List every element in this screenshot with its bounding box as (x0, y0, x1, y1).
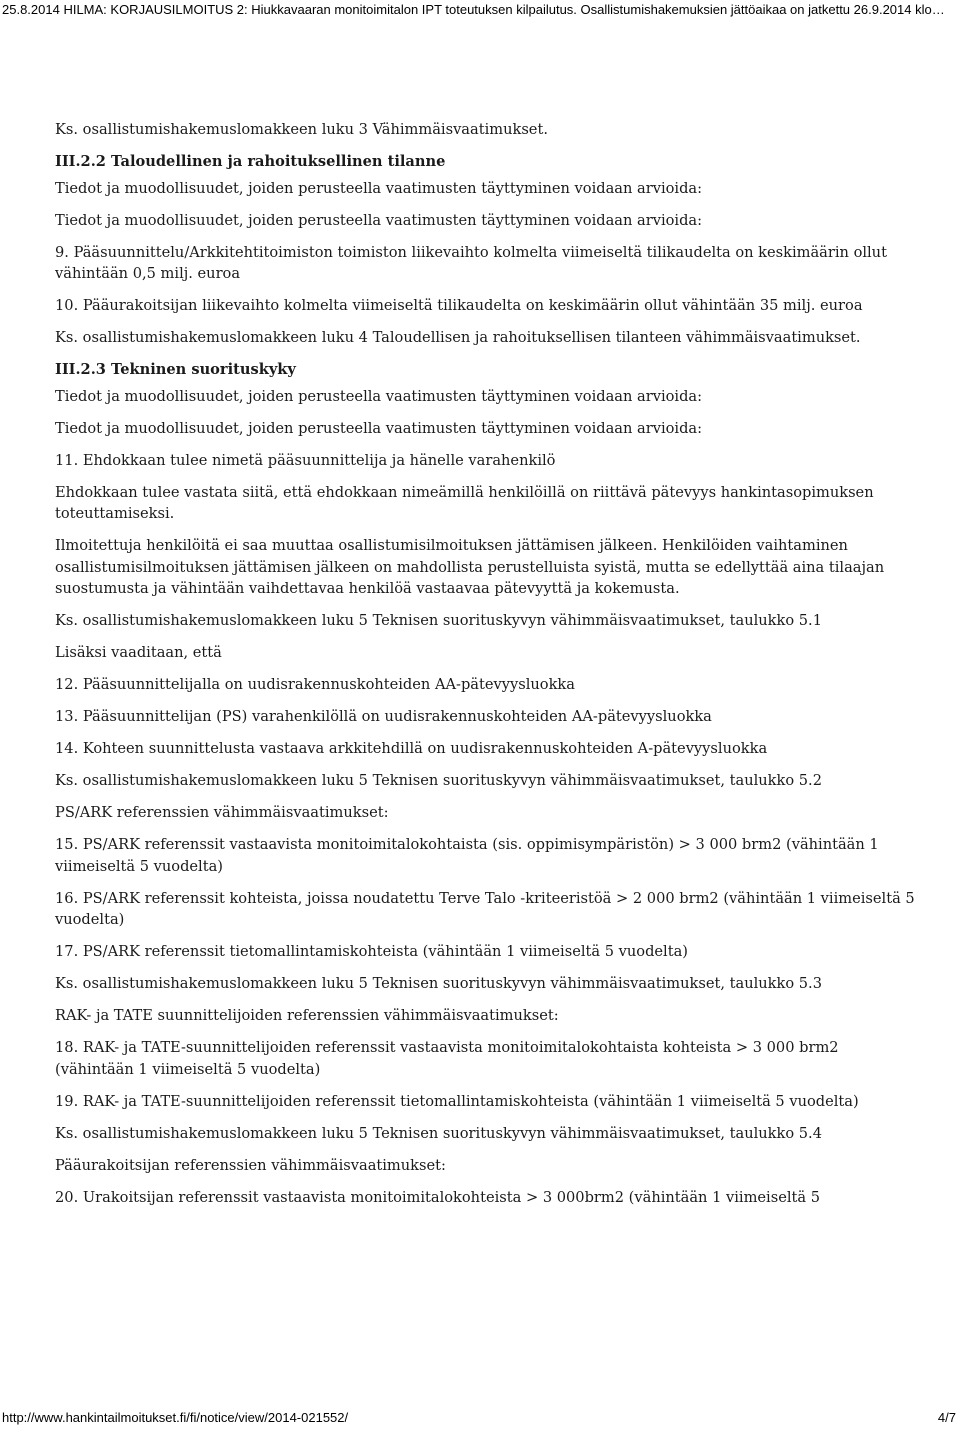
ps-ark-references-heading: PS/ARK referenssien vähimmäisvaatimukset: (55, 804, 389, 821)
requirement-item-16: 16. PS/ARK referenssit kohteista, joissa noudatettu Terve Talo -kriteeristöä > 2 000 brm2 (vähintään 1 viimeiseltä 5 vuodelta) (55, 889, 915, 928)
info-requirements-3: Tiedot ja muodollisuudet, joiden perusteella vaatimusten täyttyminen voidaan arvioida: (55, 387, 703, 405)
requirement-item-20: 20. Urakoitsijan referenssit vastaavista monitoimitalokohteista > 3 000brm2 (vähintään 1 viimeiseltä 5 (55, 1188, 821, 1206)
reference-table-5-1: Ks. osallistumishakemuslomakkeen luku 5 Teknisen suorituskyvyn vähimmäisvaatimukset, taulukko 5.1 (55, 612, 822, 629)
paragraph-persons: Ilmoitettuja henkilöitä ei saa muuttaa osallistumisilmoituksen jättämisen jälkeen. Henkilöiden vaihtaminen osallistumisilmoituksen jättämisen jälkeen on mahdollista perustelluista syistä, mutta se edellyttää aina tilaajan suostumusta ja vähintään vaihdettavaa henkilöä vastaavaa pätevyyttä ja kokemusta. (55, 537, 885, 597)
info-requirements-1: Tiedot ja muodollisuudet, joiden perusteella vaatimusten täyttyminen voidaan arvioida: (55, 179, 703, 197)
page-url: http://www.hankintailmoitukset.fi/fi/notice/view/2014-021552/ (2, 1410, 349, 1425)
info-requirements-2: Tiedot ja muodollisuudet, joiden perusteella vaatimusten täyttyminen voidaan arvioida: (55, 211, 703, 229)
requirement-item-12: 12. Pääsuunnittelijalla on uudisrakennuskohteiden AA-pätevyysluokka (55, 676, 575, 693)
requirement-item-17: 17. PS/ARK referenssit tietomallintamiskohteista (vähintään 1 viimeiseltä 5 vuodelta) (55, 943, 688, 960)
rak-tate-references-heading: RAK- ja TATE suunnittelijoiden referenssien vähimmäisvaatimukset: (55, 1007, 559, 1024)
reference-table-5-3: Ks. osallistumishakemuslomakkeen luku 5 Teknisen suorituskyvyn vähimmäisvaatimukset, taulukko 5.3 (55, 975, 822, 992)
requirement-item-15: 15. PS/ARK referenssit vastaavista monitoimitalokohtaista (sis. oppimisympäristön) > 3 000 brm2 (vähintään 1 viimeiseltä 5 vuodelta) (55, 836, 879, 875)
requirement-item-11: 11. Ehdokkaan tulee nimetä pääsuunnittelija ja hänelle varahenkilö (55, 451, 556, 469)
requirement-item-18: 18. RAK- ja TATE-suunnittelijoiden referenssit vastaavista monitoimitalokohtaista kohteista > 3 000 brm2 (vähintään 1 viimeiseltä 5 vuodelta) (55, 1039, 839, 1078)
reference-section-3: Ks. osallistumishakemuslomakkeen luku 3 Vähimmäisvaatimukset. (55, 121, 548, 138)
notice-content (55, 119, 915, 1219)
page-number: 4/7 (937, 1410, 956, 1425)
info-requirements-4: Tiedot ja muodollisuudet, joiden perusteella vaatimusten täyttyminen voidaan arvioida: (55, 419, 703, 437)
reference-table-5-2: Ks. osallistumishakemuslomakkeen luku 5 Teknisen suorituskyvyn vähimmäisvaatimukset, taulukko 5.2 (55, 772, 822, 789)
section-title-technical: III.2.3 Tekninen suorituskyky (55, 361, 296, 378)
section-title-financial: III.2.2 Taloudellinen ja rahoituksellinen tilanne (55, 153, 446, 170)
additionally-required: Lisäksi vaaditaan, että (55, 644, 222, 661)
reference-section-4: Ks. osallistumishakemuslomakkeen luku 4 Taloudellisen ja rahoituksellisen tilanteen vähimmäisvaatimukset. (55, 329, 861, 346)
requirement-item-13: 13. Pääsuunnittelijan (PS) varahenkilöllä on uudisrakennuskohteiden AA-pätevyysluokka (55, 708, 712, 725)
paragraph-responsibility: Ehdokkaan tulee vastata siitä, että ehdokkaan nimeämillä henkilöillä on riittävä pätevyys hankintasopimuksen toteuttamiseksi. (55, 483, 874, 522)
requirement-item-10: 10. Pääurakoitsijan liikevaihto kolmelta viimeiseltä tilikaudelta on keskimäärin ollut vähintään 35 milj. euroa (55, 297, 863, 314)
main-contractor-references-heading: Pääurakoitsijan referenssien vähimmäisvaatimukset: (55, 1156, 446, 1174)
print-header: 25.8.2014 HILMA: KORJAUSILMOITUS 2: Hiukkavaaran monitoimitalon IPT toteutuksen kilpailutus. Osallistumishakemuksien jättöaikaa on jatkettu 26.9.2014 klo… (2, 2, 945, 17)
requirement-item-14: 14. Kohteen suunnittelusta vastaava arkkitehdillä on uudisrakennuskohteiden A-pätevyysluokka (55, 740, 768, 757)
requirement-item-9: 9. Pääsuunnittelu/Arkkitehtitoimiston toimiston liikevaihto kolmelta viimeiseltä tilikaudelta on keskimäärin ollut vähintään 0,5 milj. euroa (55, 243, 887, 282)
reference-table-5-4: Ks. osallistumishakemuslomakkeen luku 5 Teknisen suorituskyvyn vähimmäisvaatimukset, taulukko 5.4 (55, 1124, 822, 1142)
print-footer (2, 1410, 956, 1426)
requirement-item-19: 19. RAK- ja TATE-suunnittelijoiden referenssit tietomallintamiskohteista (vähintään 1 viimeiseltä 5 vuodelta) (55, 1092, 859, 1110)
